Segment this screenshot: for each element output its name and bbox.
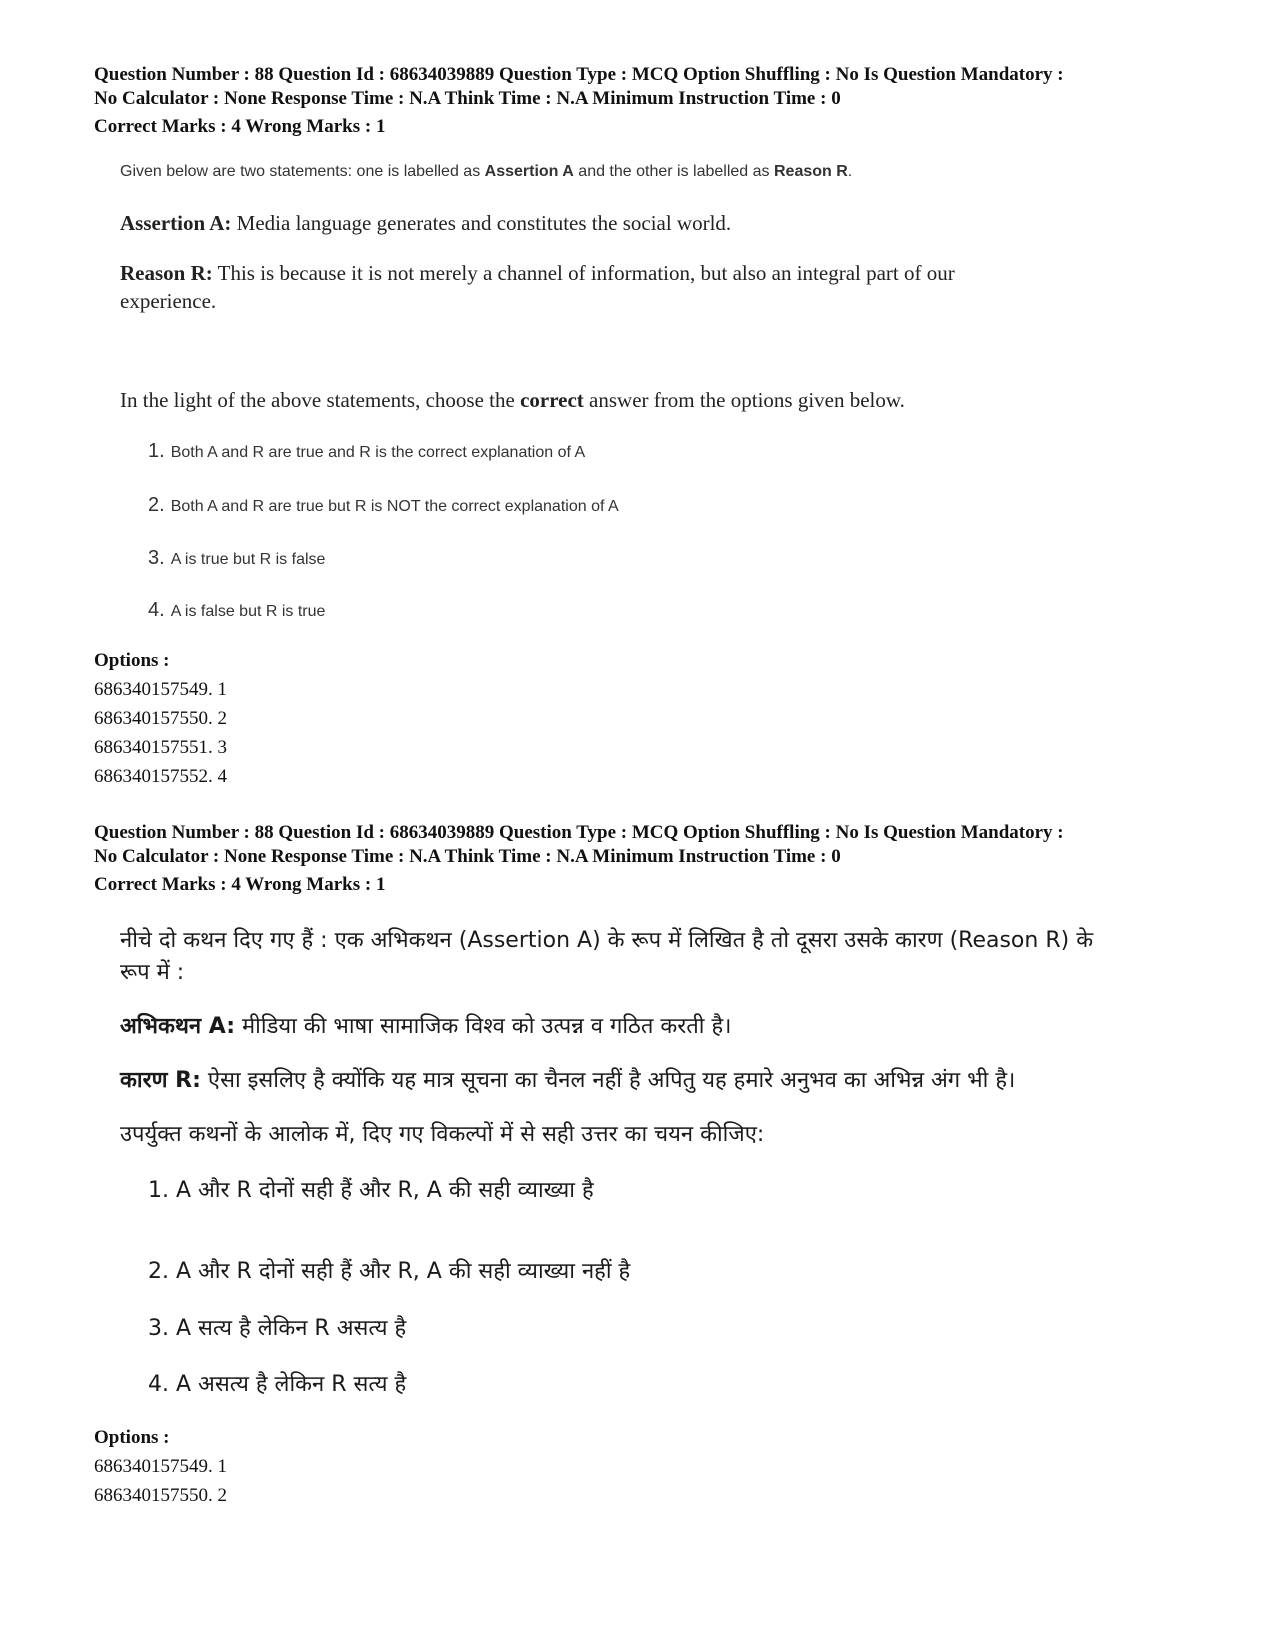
- options-list: [94, 1423, 227, 1510]
- answer-choice: 4. A असत्य है लेकिन R सत्य है: [148, 1372, 407, 1397]
- options-label: Options :: [94, 650, 170, 671]
- reason-label: Reason R:: [120, 261, 213, 285]
- options-list: [94, 646, 227, 791]
- instruction-text: नीचे दो कथन दिए गए हैं : एक अभिकथन (Assertion A) के रूप में लिखित है तो दूसरा उसके कारण (Reason R) के रूप में :: [120, 928, 1094, 985]
- option-item: 686340157551. 3: [94, 737, 227, 758]
- answer-choice: 1. Both A and R are true and R is the correct explanation of A: [148, 440, 586, 462]
- question-prompt: उपर्युक्त कथनों के आलोक में, दिए गए विकल्पों में से सही उत्तर का चयन कीजिए:: [120, 1122, 765, 1147]
- reason-statement: कारण R: ऐसा इसलिए है क्योंकि यह मात्र सूचना का चैनल नहीं है अपितु यह हमारे अनुभव का अभिन्न अंग भी है।: [120, 1068, 1016, 1093]
- option-item: 686340157550. 2: [94, 1485, 227, 1506]
- answer-choice: 3. A सत्य है लेकिन R असत्य है: [148, 1316, 407, 1341]
- meta-line: No Calculator : None Response Time : N.A Think Time : N.A Minimum Instruction Time : 0: [94, 88, 841, 109]
- instruction-text: Given below are two statements: one is labelled as Assertion A and the other is labelled as Reason R.: [120, 163, 853, 180]
- option-item: 686340157549. 1: [94, 679, 227, 700]
- answer-choice: 2. Both A and R are true but R is NOT the correct explanation of A: [148, 494, 619, 516]
- assertion-label: Assertion A:: [120, 211, 232, 235]
- option-item: 686340157549. 1: [94, 1456, 227, 1477]
- marks-line: Correct Marks : 4 Wrong Marks : 1: [94, 116, 386, 137]
- reason-statement: Reason R: This is because it is not merely a channel of information, but also an integral part of our experience.: [120, 261, 955, 313]
- marks-line: Correct Marks : 4 Wrong Marks : 1: [94, 874, 386, 895]
- answer-choice: 4. A is false but R is true: [148, 599, 326, 621]
- question-prompt: In the light of the above statements, choose the correct answer from the options given below.: [120, 388, 905, 412]
- options-label: Options :: [94, 1427, 170, 1448]
- option-item: 686340157552. 4: [94, 766, 227, 787]
- meta-line: Question Number : 88 Question Id : 68634039889 Question Type : MCQ Option Shuffling : No Is Question Mandatory :: [94, 822, 1064, 843]
- question-meta: [94, 63, 1214, 139]
- reason-label: कारण R:: [120, 1068, 201, 1093]
- answer-choice: 2. A और R दोनों सही हैं और R, A की सही व्याख्या नहीं है: [148, 1259, 631, 1284]
- assertion-statement: Assertion A: Media language generates and constitutes the social world.: [120, 211, 732, 235]
- assertion-statement: अभिकथन A: मीडिया की भाषा सामाजिक विश्व को उत्पन्न व गठित करती है।: [120, 1014, 732, 1039]
- answer-choice: 1. A और R दोनों सही हैं और R, A की सही व्याख्या है: [148, 1178, 594, 1203]
- answer-choice: 3. A is true but R is false: [148, 547, 326, 569]
- meta-line: Question Number : 88 Question Id : 68634039889 Question Type : MCQ Option Shuffling : No Is Question Mandatory :: [94, 64, 1064, 85]
- question-meta: [94, 821, 1214, 897]
- meta-line: No Calculator : None Response Time : N.A Think Time : N.A Minimum Instruction Time : 0: [94, 846, 841, 867]
- option-item: 686340157550. 2: [94, 708, 227, 729]
- assertion-label: अभिकथन A:: [120, 1014, 236, 1039]
